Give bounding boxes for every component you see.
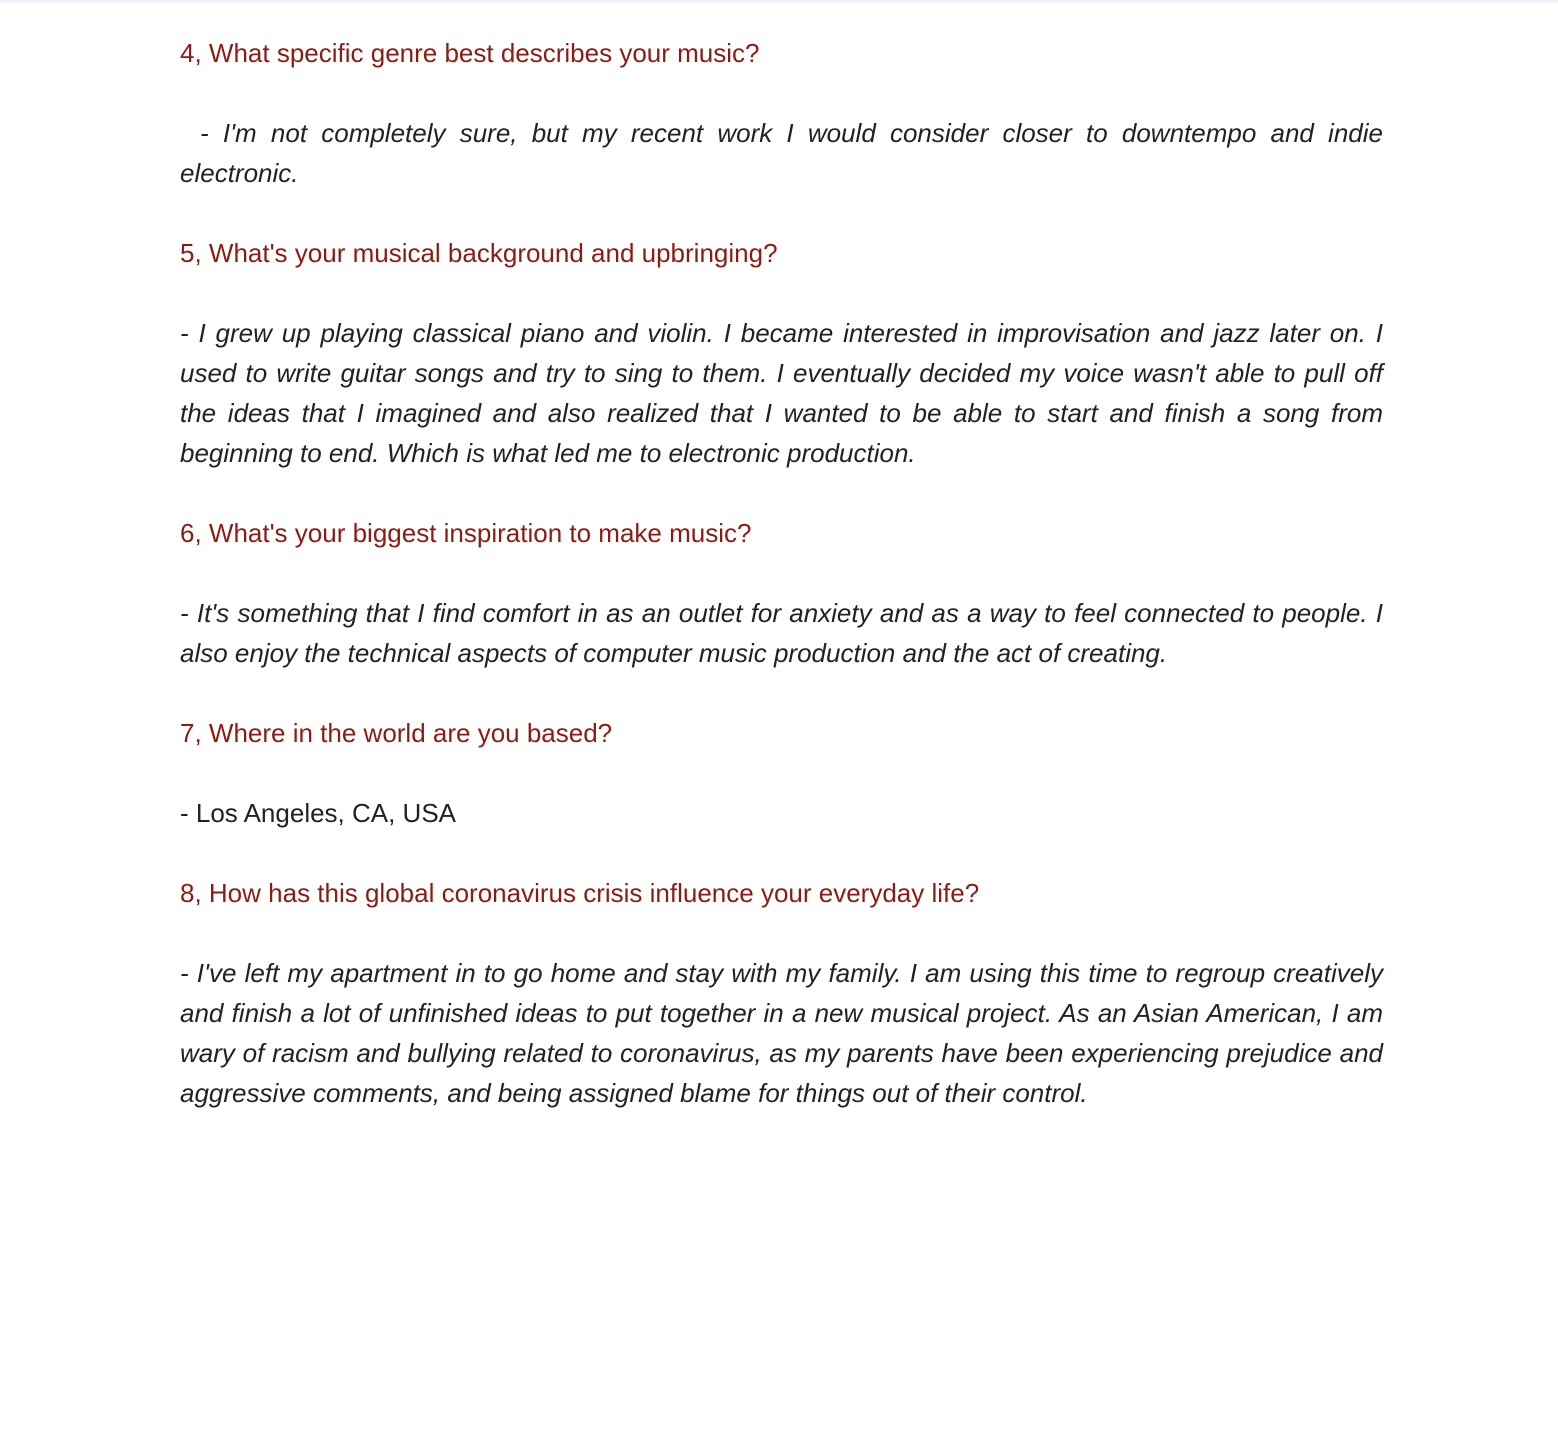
qa-item-4: [180, 33, 1383, 193]
answer-4: - I'm not completely sure, but my recent work I would consider closer to downtempo and indie electronic.: [180, 118, 1383, 188]
answer-8: - I've left my apartment in to go home and stay with my family. I am using this time to regroup creatively and finish a lot of unfinished ideas to put together in a new musical project. As an Asian American, I am wary of racism and bullying related to coronavirus, as my parents have been experiencing prejudice and aggressive comments, and being assigned blame for things out of their control.: [180, 958, 1383, 1108]
qa-item-8: [180, 873, 1383, 1113]
question-4: 4, What specific genre best describes your music?: [180, 38, 760, 68]
top-border: [0, 0, 1558, 3]
interview-article: [180, 33, 1383, 1153]
answer-6: - It's something that I find comfort in as an outlet for anxiety and as a way to feel connected to people. I also enjoy the technical aspects of computer music production and the act of creating.: [180, 598, 1383, 668]
qa-item-6: [180, 513, 1383, 673]
question-5: 5, What's your musical background and upbringing?: [180, 238, 778, 268]
question-6: 6, What's your biggest inspiration to make music?: [180, 518, 752, 548]
answer-7: - Los Angeles, CA, USA: [180, 798, 457, 828]
qa-item-5: [180, 233, 1383, 473]
answer-5: - I grew up playing classical piano and violin. I became interested in improvisation and jazz later on. I used to write guitar songs and try to sing to them. I eventually decided my voice wasn't able to pull off the ideas that I imagined and also realized that I wanted to be able to start and finish a song from beginning to end. Which is what led me to electronic production.: [180, 318, 1383, 468]
qa-item-7: [180, 713, 1383, 833]
question-7: 7, Where in the world are you based?: [180, 718, 613, 748]
question-8: 8, How has this global coronavirus crisis influence your everyday life?: [180, 878, 980, 908]
